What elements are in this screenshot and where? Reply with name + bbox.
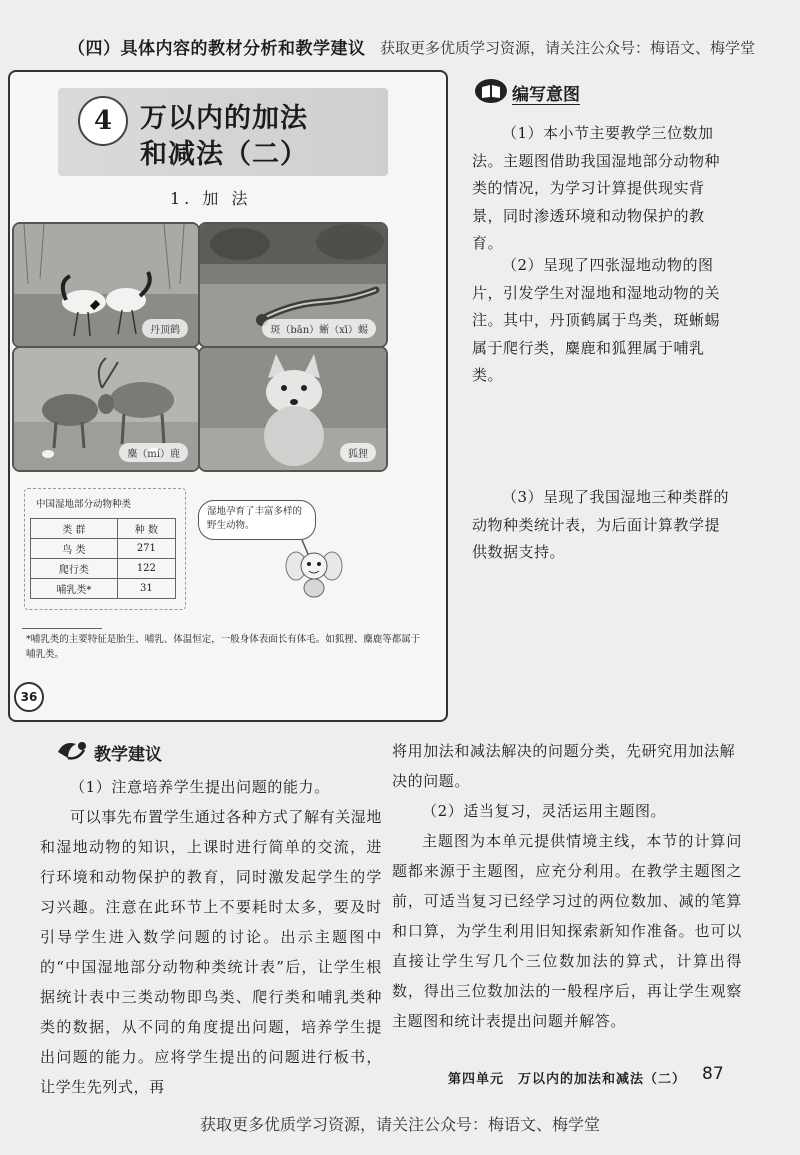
- table-row: [31, 539, 176, 559]
- unit-title-line1: 万以内的加法: [140, 103, 308, 134]
- photo-label-crane: 丹顶鹤: [142, 319, 188, 338]
- table-cell: 31: [117, 579, 175, 599]
- mascot-icon: [284, 540, 344, 600]
- advice-item-1: （1）注意培养学生提出问题的能力。: [70, 778, 330, 796]
- photo-label-lizard: 斑（bān）蜥（xī）蜴: [262, 319, 376, 338]
- intent-heading: 编写意图: [512, 85, 580, 105]
- species-table-title: 中国湿地部分动物种类: [36, 499, 132, 510]
- lesson-heading: 1. 加 法: [170, 189, 252, 208]
- crane-photo: [12, 222, 200, 348]
- footer-unit-label: 第四单元 万以内的加法和减法（二）: [448, 1072, 687, 1087]
- footer-page-number: 87: [702, 1064, 724, 1084]
- intent-paragraph-2: （2）呈现了四张湿地动物的图片，引发学生对湿地和湿地动物的关注。其中，丹顶鹤属于鸟类，斑蜥蜴属于爬行类，麋鹿和狐狸属于哺乳类。: [472, 256, 721, 384]
- table-cell: 哺乳类*: [31, 579, 118, 599]
- table-row: [31, 579, 176, 599]
- advice-paragraph-1: 可以事先布置学生通过各种方式了解有关湿地和湿地动物的知识，上课时进行简单的交流，进行环境和动物保护的教育，同时激发起学生的学习兴趣。注意在此环节上不要耗时太多，要及时引导学生进入数学问题的讨论。出示主题图中的“中国湿地部分动物种类统计表”后，让学生根据统计表中三类动物即鸟类、爬行类和哺乳类种类的数据，从不同的角度提出问题，培养学生提出问题的能力。应将学生提出的问题进行板书，让学生先列式，再: [40, 808, 383, 1096]
- photo-label-deer: 麋（mí）鹿: [119, 443, 188, 462]
- table-header-row: [31, 519, 176, 539]
- deer-photo: [12, 346, 200, 472]
- speech-bubble: 湿地孕育了丰富多样的野生动物。: [198, 500, 316, 540]
- table-row: [31, 559, 176, 579]
- advice-paragraph-2: 主题图为本单元提供情境主线，本节的计算问题都来源于主题图，应充分利用。在教学主题图之前，可适当复习已经学习过的两位数加、减的笔算和口算，为学生利用旧知探索新知作准备。也可以直接让学生写几个三位数加法的算式，计算出得数，得出三位数加法的一般程序后，再让学生观察主题图和统计表提出问题并解答。: [392, 832, 742, 1030]
- advice-paragraph-1-continued: 将用加法和减法解决的问题分类，先研究用加法解决的问题。: [392, 742, 736, 790]
- footnote-rule: [22, 628, 102, 629]
- intent-paragraph-3: （3）呈现了我国湿地三种类群的动物种类统计表，为后面计算教学提供数据支持。: [472, 488, 730, 561]
- intent-paragraph-1: （1）本小节主要教学三位数加法。主题图借助我国湿地部分动物种类的情况，为学习计算提供现实背景，同时渗透环境和动物保护的教育。: [472, 124, 721, 252]
- table-cell: 271: [117, 539, 175, 559]
- table-header-cell: 种 数: [117, 519, 175, 539]
- book-icon: [474, 78, 508, 104]
- table-cell: 122: [117, 559, 175, 579]
- textbook-page-number: 36: [14, 682, 44, 712]
- unit-title-line2: 和减法（二）: [140, 139, 308, 170]
- advice-heading: 教学建议: [94, 745, 162, 765]
- table-cell: 鸟 类: [31, 539, 118, 559]
- section-heading: （四）具体内容的教材分析和教学建议: [68, 39, 366, 59]
- table-header-cell: 类 群: [31, 519, 118, 539]
- advice-item-2: （2）适当复习，灵活运用主题图。: [422, 802, 667, 820]
- footnote: *哺乳类的主要特征是胎生、哺乳、体温恒定，一般身体表面长有体毛。如狐狸、麋鹿等都属于哺乳类。: [26, 634, 421, 660]
- fox-photo: [198, 346, 388, 472]
- species-table: [30, 518, 176, 599]
- watermark-bottom: 获取更多优质学习资源，请关注公众号：梅语文、梅学堂: [200, 1115, 601, 1134]
- unit-number-badge: 4: [78, 96, 128, 146]
- lizard-photo: [198, 222, 388, 348]
- teaching-advice-icon: [54, 738, 92, 766]
- photo-label-fox: 狐狸: [340, 443, 376, 462]
- table-cell: 爬行类: [31, 559, 118, 579]
- watermark-top: 获取更多优质学习资源，请关注公众号：梅语文、梅学堂: [380, 39, 756, 57]
